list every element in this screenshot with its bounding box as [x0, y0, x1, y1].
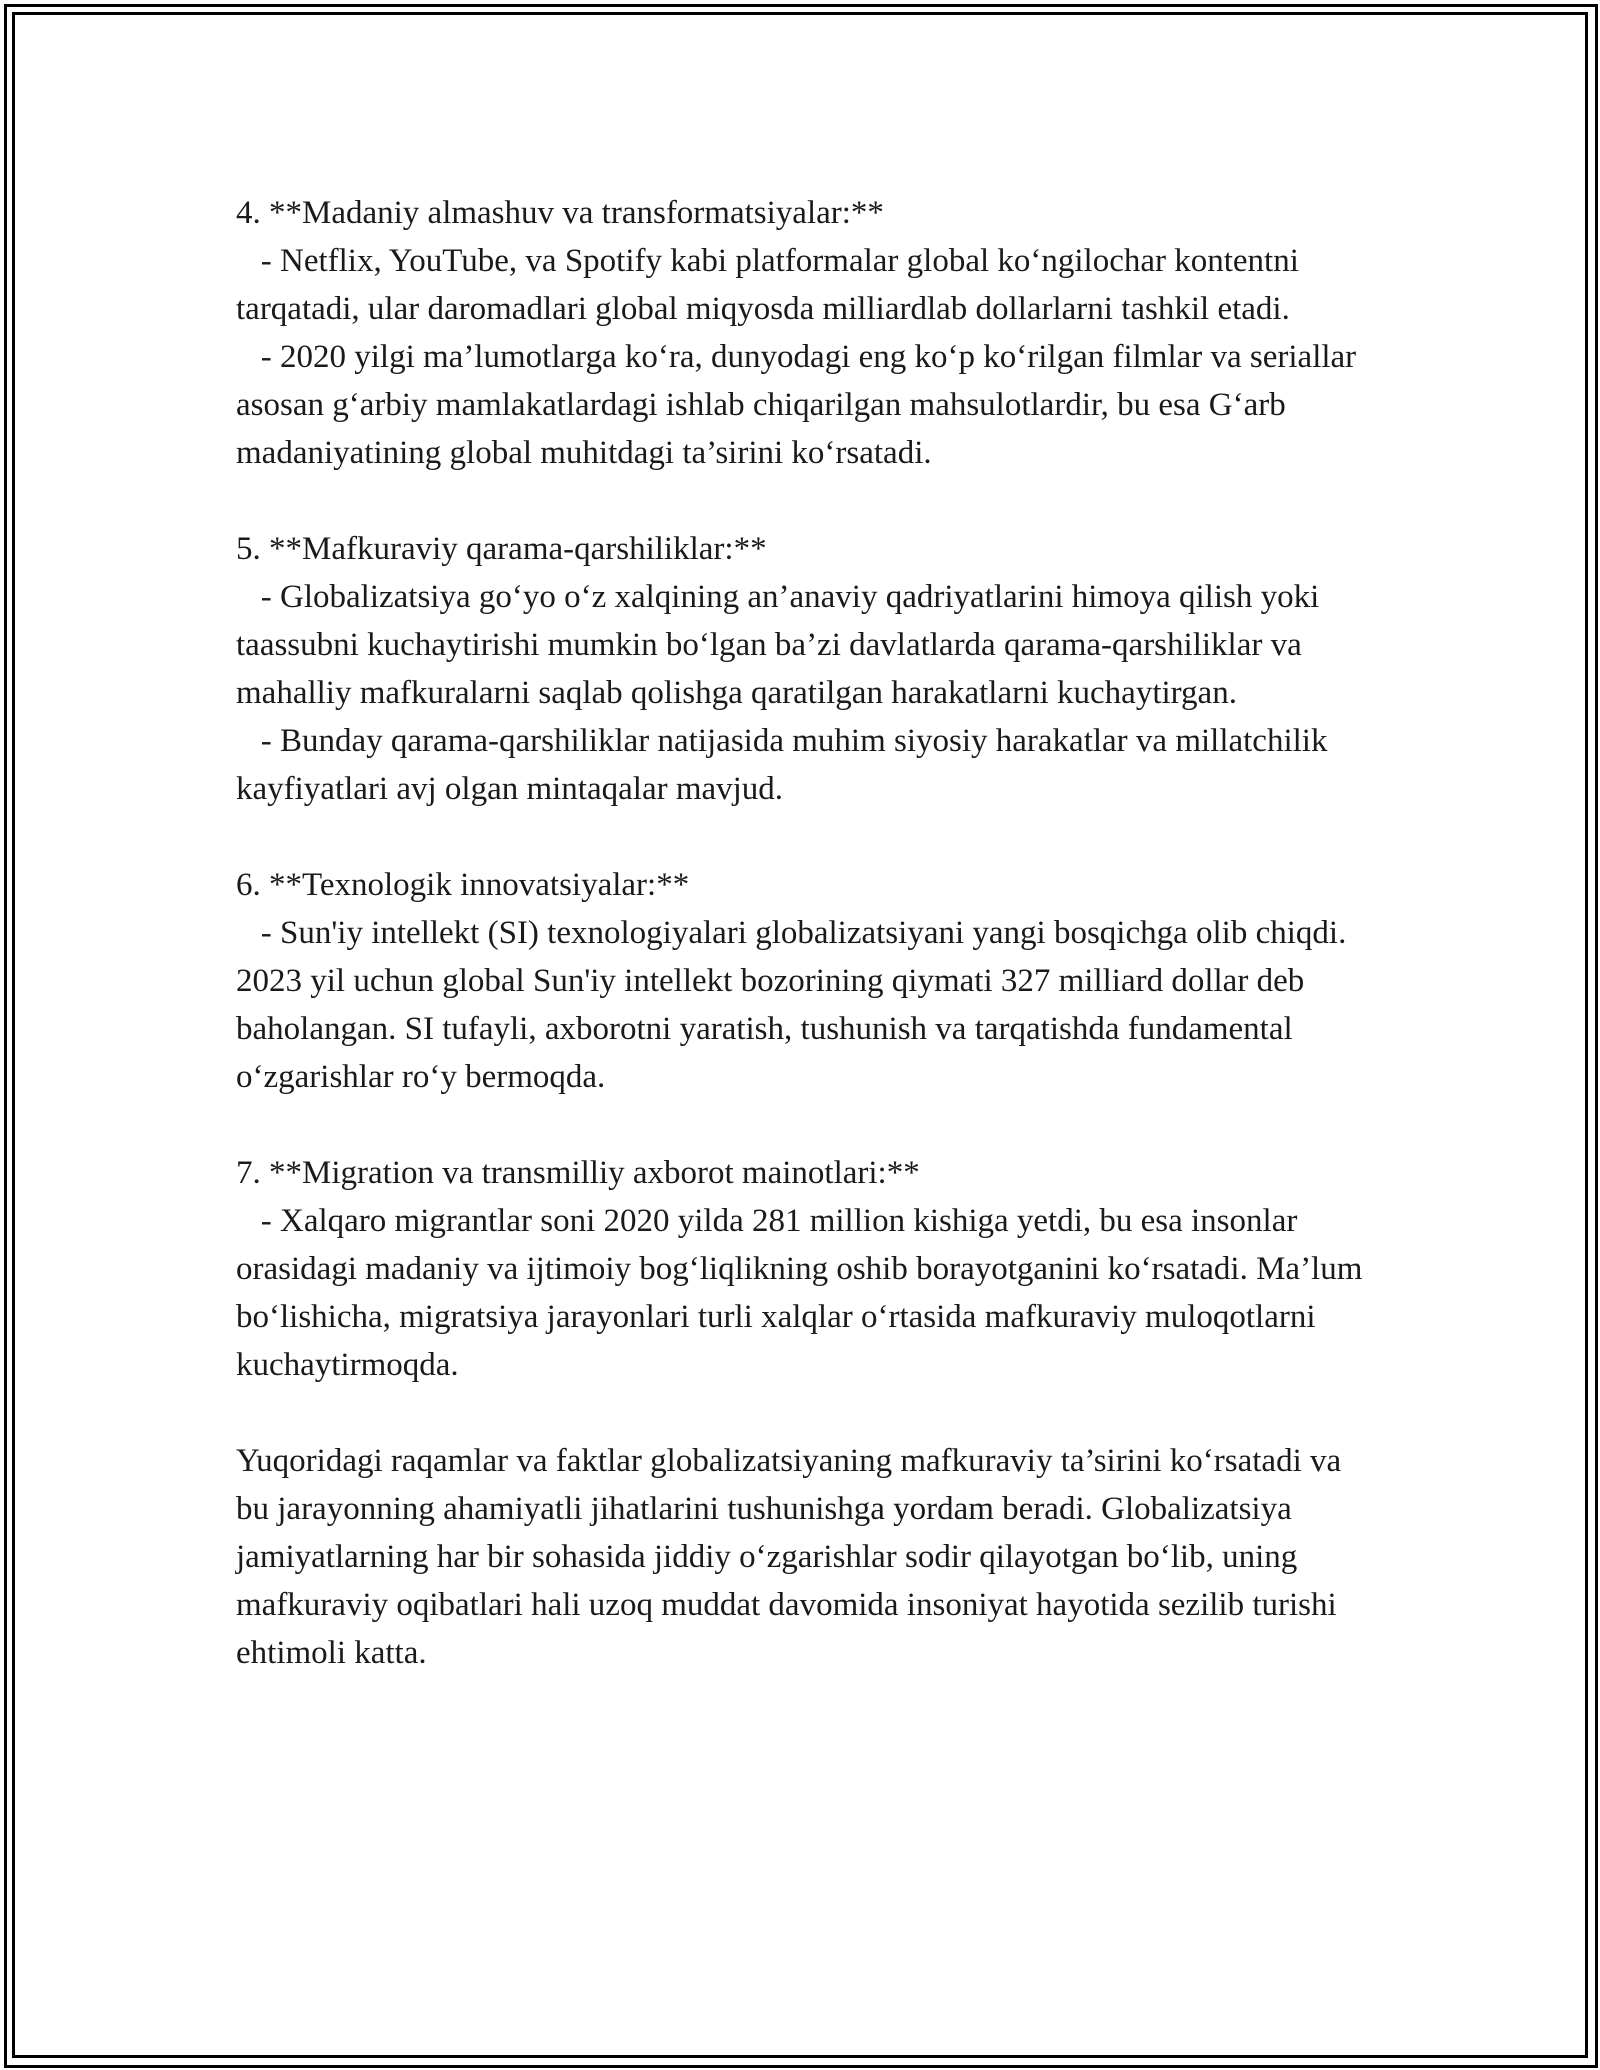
bullet-marker: - [236, 243, 280, 279]
bullet-text: Sun'iy intellekt (SI) texnologiyalari globalizatsiyani yangi bosqichga olib chiqdi. 2023 yil uchun global Sun'iy intellekt bozorining qiymati 327 milliard dollar deb baholangan. SI tufayli, axborotni yaratish, tushunish va tarqatishda fundamental o‘zgarishlar ro‘y bermoqda. [236, 915, 1347, 1095]
section-heading: 6. **Texnologik innovatsiyalar:** [236, 867, 690, 903]
bullet-marker: - [236, 915, 280, 951]
bullet-marker: - [236, 723, 280, 759]
bullet-text: Netflix, YouTube, va Spotify kabi platformalar global ko‘ngilochar kontentni tarqatadi, ular daromadlari global miqyosda milliardlab dollarlarni tashkil etadi. [236, 243, 1299, 327]
bullet-paragraph [236, 573, 1376, 717]
document-body [236, 189, 1376, 1677]
bullet-text: Bunday qarama-qarshiliklar natijasida muhim siyosiy harakatlar va millatchilik kayfiyatlari avj olgan mintaqalar mavjud. [236, 723, 1328, 807]
bullet-marker: - [236, 1203, 280, 1239]
section-heading: 7. **Migration va transmilliy axborot mainotlari:** [236, 1155, 920, 1191]
bullet-marker: - [236, 579, 280, 615]
bullet-text: Xalqaro migrantlar soni 2020 yilda 281 million kishiga yetdi, bu esa insonlar orasidagi madaniy va ijtimoiy bog‘liqlikning oshib borayotganini ko‘rsatadi. Ma’lum bo‘lishicha, migratsiya jarayonlari turli xalqlar o‘rtasida mafkuraviy muloqotlarni kuchaytirmoqda. [236, 1203, 1363, 1383]
bullet-paragraph [236, 333, 1376, 477]
section-heading: 5. **Mafkuraviy qarama-qarshiliklar:** [236, 531, 767, 567]
bullet-text: 2020 yilgi ma’lumotlarga ko‘ra, dunyodagi eng ko‘p ko‘rilgan filmlar va seriallar asosan g‘arbiy mamlakatlardagi ishlab chiqarilgan mahsulotlardir, bu esa G‘arb madaniyatining global muhitdagi ta’sirini ko‘rsatadi. [236, 339, 1357, 471]
section-5 [236, 525, 1376, 813]
bullet-paragraph [236, 237, 1376, 333]
bullet-text: Globalizatsiya go‘yo o‘z xalqining an’anaviy qadriyatlarini himoya qilish yoki taassubni kuchaytirishi mumkin bo‘lgan ba’zi davlatlarda qarama-qarshiliklar va mahalliy mafkuralarni saqlab qolishga qaratilgan harakatlarni kuchaytirgan. [236, 579, 1320, 711]
section-6 [236, 861, 1376, 1101]
closing-paragraph: Yuqoridagi raqamlar va faktlar globalizatsiyaning mafkuraviy ta’sirini ko‘rsatadi va bu jarayonning ahamiyatli jihatlarini tushunishga yordam beradi. Globalizatsiya jamiyatlarning har bir sohasida jiddiy o‘zgarishlar sodir qilayotgan bo‘lib, uning mafkuraviy oqibatlari hali uzoq muddat davomida insoniyat hayotida sezilib turishi ehtimoli katta. [236, 1443, 1342, 1671]
bullet-paragraph [236, 1197, 1376, 1389]
section-4 [236, 189, 1376, 477]
bullet-paragraph [236, 909, 1376, 1101]
bullet-marker: - [236, 339, 280, 375]
section-heading: 4. **Madaniy almashuv va transformatsiyalar:** [236, 195, 884, 231]
section-7 [236, 1149, 1376, 1389]
bullet-paragraph [236, 717, 1376, 813]
